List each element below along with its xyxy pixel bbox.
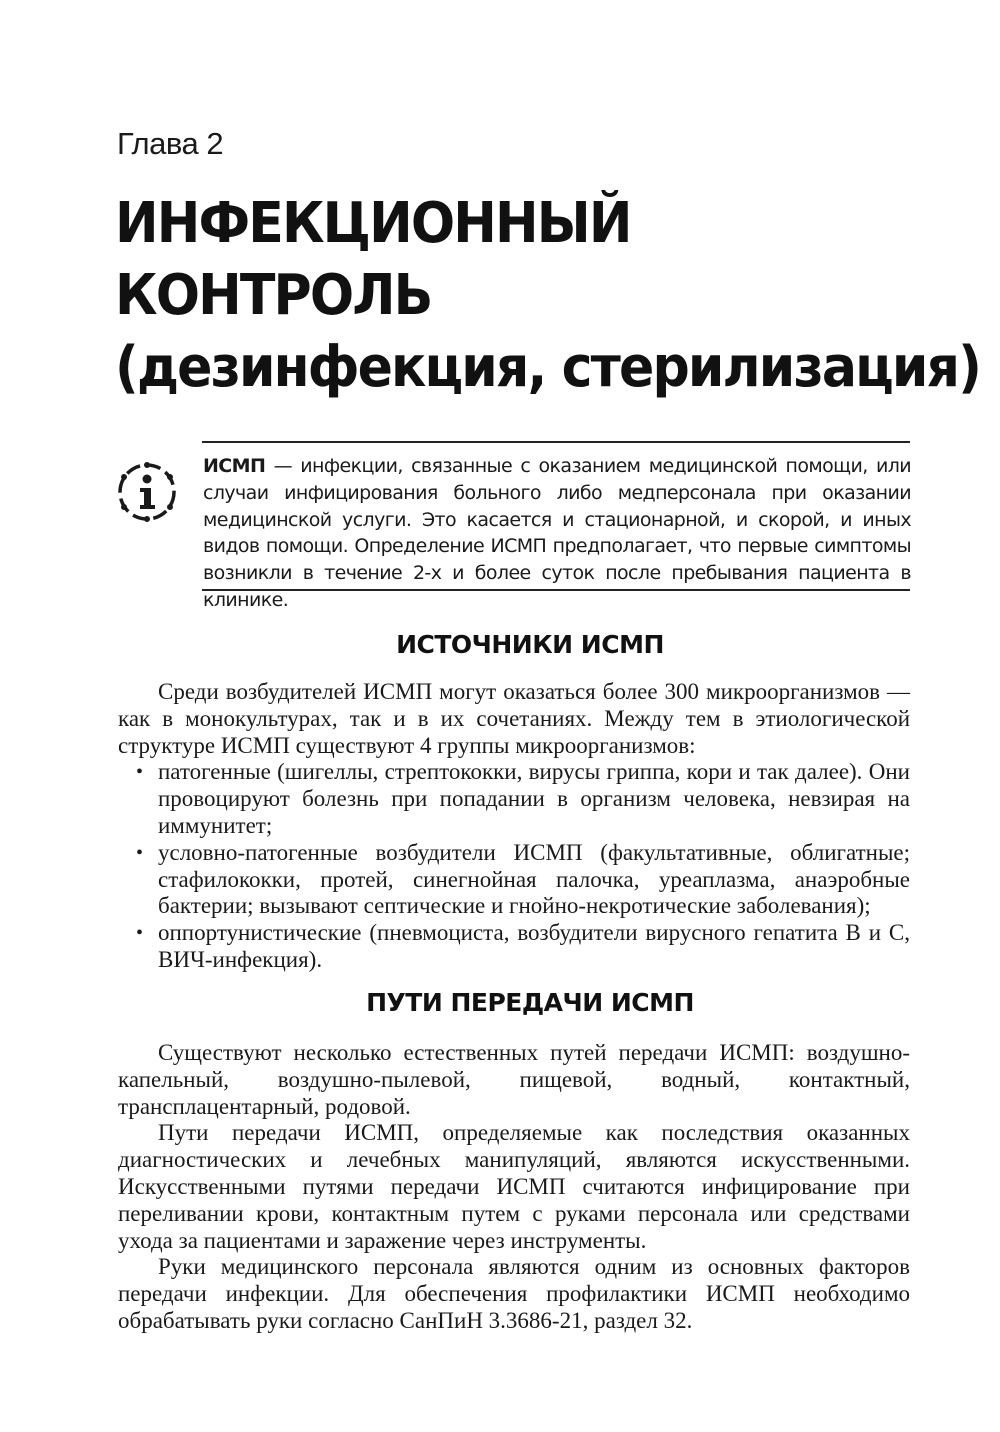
list-item: • условно-патогенные возбудители ИСМП (факультативные, облигатные; стафилококки, протей, синегнойная палочка, уреаплазма, анаэробные бактерии; вызывают септические и гнойно-некротические заболевания); [158, 840, 910, 920]
list-item: • патогенные (шигеллы, стрептококки, вирусы гриппа, кори и так далее). Они провоцируют болезнь при попадании в организм человека, невзирая на иммунитет; [158, 759, 910, 839]
sources-intro-paragraph: Среди возбудителей ИСМП могут оказаться более 300 микроорганизмов — как в монокультурах, так и в их сочетаниях. Между тем в этиологической структуре ИСМП существуют 4 группы микроорганизмов: [118, 679, 910, 758]
transmission-paragraph-1: Существуют несколько естественных путей передачи ИСМП: воздушно-капельный, воздушно-пылевой, пищевой, водный, контактный, трансплацентарный, родовой. [118, 1040, 910, 1119]
section-heading-sources: ИСТОЧНИКИ ИСМП [396, 630, 664, 659]
list-item: • оппортунистические (пневмоциста, возбудители вирусного гепатита В и С, ВИЧ-инфекция). [158, 920, 910, 974]
microorganism-groups-list [118, 759, 910, 973]
info-box-top-rule [202, 441, 910, 443]
section-transmission-body [118, 1040, 910, 1335]
chapter-title [115, 188, 980, 404]
info-icon [113, 458, 181, 526]
section-sources-body [118, 679, 910, 974]
transmission-paragraph-3: Руки медицинского персонала являются одним из основных факторов передачи инфекции. Для обеспечения профилактики ИСМП необходимо обрабатывать руки согласно СанПиН 3.3686-21, раздел 32. [118, 1254, 910, 1333]
chapter-label: Глава 2 [117, 126, 224, 161]
chapter-title-line-1: ИНФЕКЦИОННЫЙ [115, 191, 631, 256]
chapter-title-line-2: КОНТРОЛЬ [115, 263, 432, 328]
chapter-title-line-3: (дезинфекция, стерилизация) [115, 335, 981, 400]
info-term: ИСМП [203, 455, 266, 477]
section-heading-transmission: ПУТИ ПЕРЕДАЧИ ИСМП [366, 988, 694, 1017]
info-box-bottom-rule [202, 589, 910, 591]
transmission-paragraph-2: Пути передачи ИСМП, определяемые как последствия оказанных диагностических и лечебных манипуляций, являются искусственными. Искусственными путями передачи ИСМП считаются инфицирование при переливании крови, контактным путем с руками персонала или средствами ухода за пациентами и заражение через инструменты. [118, 1120, 910, 1253]
info-definition: — инфекции, связанные с оказанием медицинской помощи, или случаи инфицирования больного либо медперсонала при оказании медицинской услуги. Это касается и стационарной, и скорой, и иных видов помощи. Определение ИСМП предполагает, что первые симптомы возникли в течение 2-х и более суток после пребывания пациента в клинике. [203, 455, 911, 611]
